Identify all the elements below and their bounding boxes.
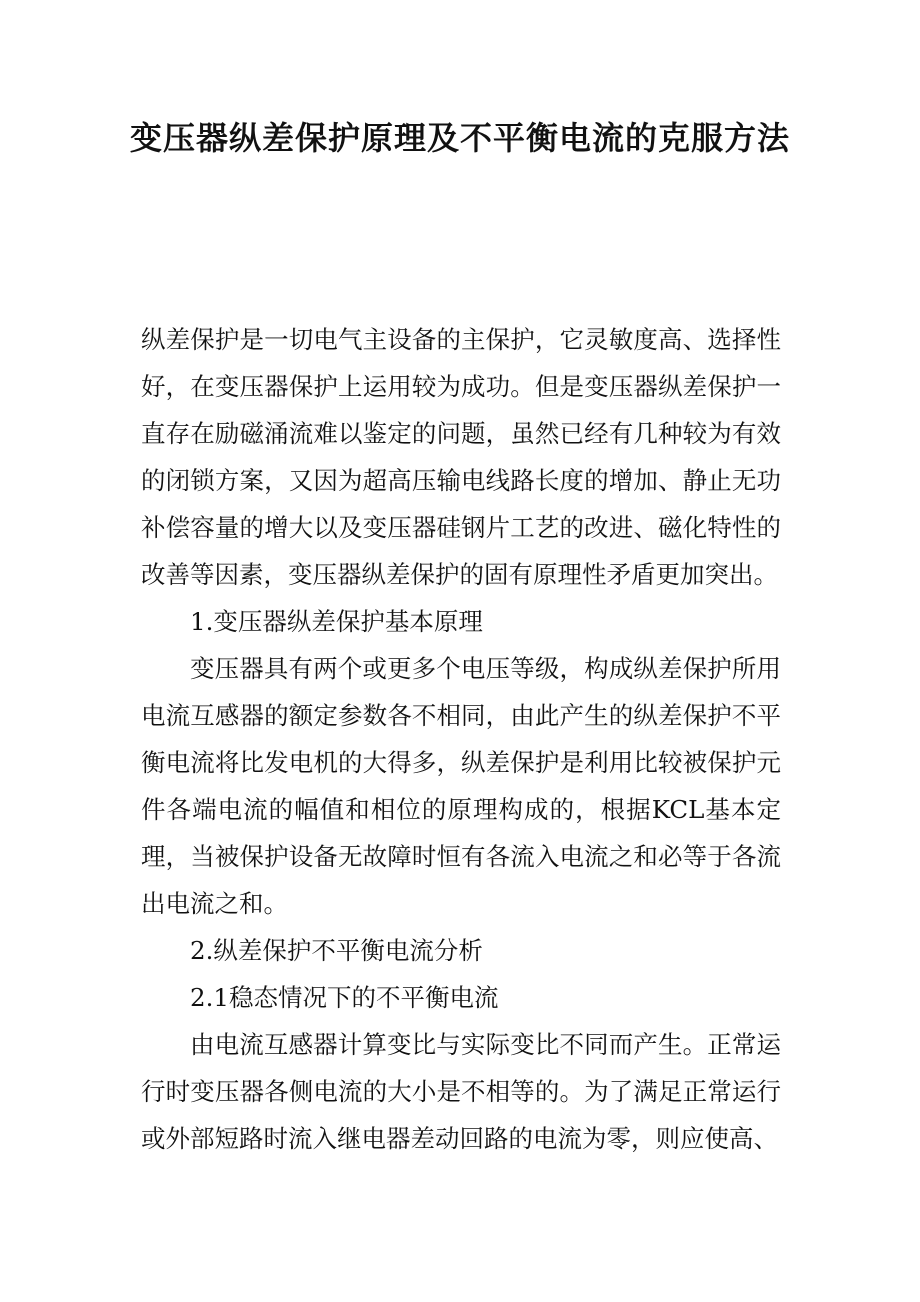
subsection-heading-2-1: 2.1稳态情况下的不平衡电流: [190, 983, 499, 1012]
document-body: [141, 316, 781, 1162]
document-title: 变压器纵差保护原理及不平衡电流的克服方法: [129, 119, 790, 157]
section-heading-2: 2.纵差保护不平衡电流分析: [190, 936, 483, 965]
paragraph-steady-state: 由电流互感器计算变比与实际变比不同而产生。正常运行时变压器各侧电流的大小是不相等的。为了满足正常运行或外部短路时流入继电器差动回路的电流为零，则应使高、: [141, 1030, 781, 1153]
paragraph-intro: 纵差保护是一切电气主设备的主保护，它灵敏度高、选择性好，在变压器保护上运用较为成功。但是变压器纵差保护一直存在励磁涌流难以鉴定的问题，虽然已经有几种较为有效的闭锁方案，又因为超高压输电线路长度的增加、静止无功补偿容量的增大以及变压器硅钢片工艺的改进、磁化特性的改善等因素，变压器纵差保护的固有原理性矛盾更加突出。: [141, 325, 781, 589]
paragraph-principle: 变压器具有两个或更多个电压等级，构成纵差保护所用电流互感器的额定参数各不相同，由此产生的纵差保护不平衡电流将比发电机的大得多，纵差保护是利用比较被保护元件各端电流的幅值和相位的原理构成的，根据KCL基本定理，当被保护设备无故障时恒有各流入电流之和必等于各流出电流之和。: [141, 654, 781, 918]
section-heading-1: 1.变压器纵差保护基本原理: [190, 607, 483, 636]
